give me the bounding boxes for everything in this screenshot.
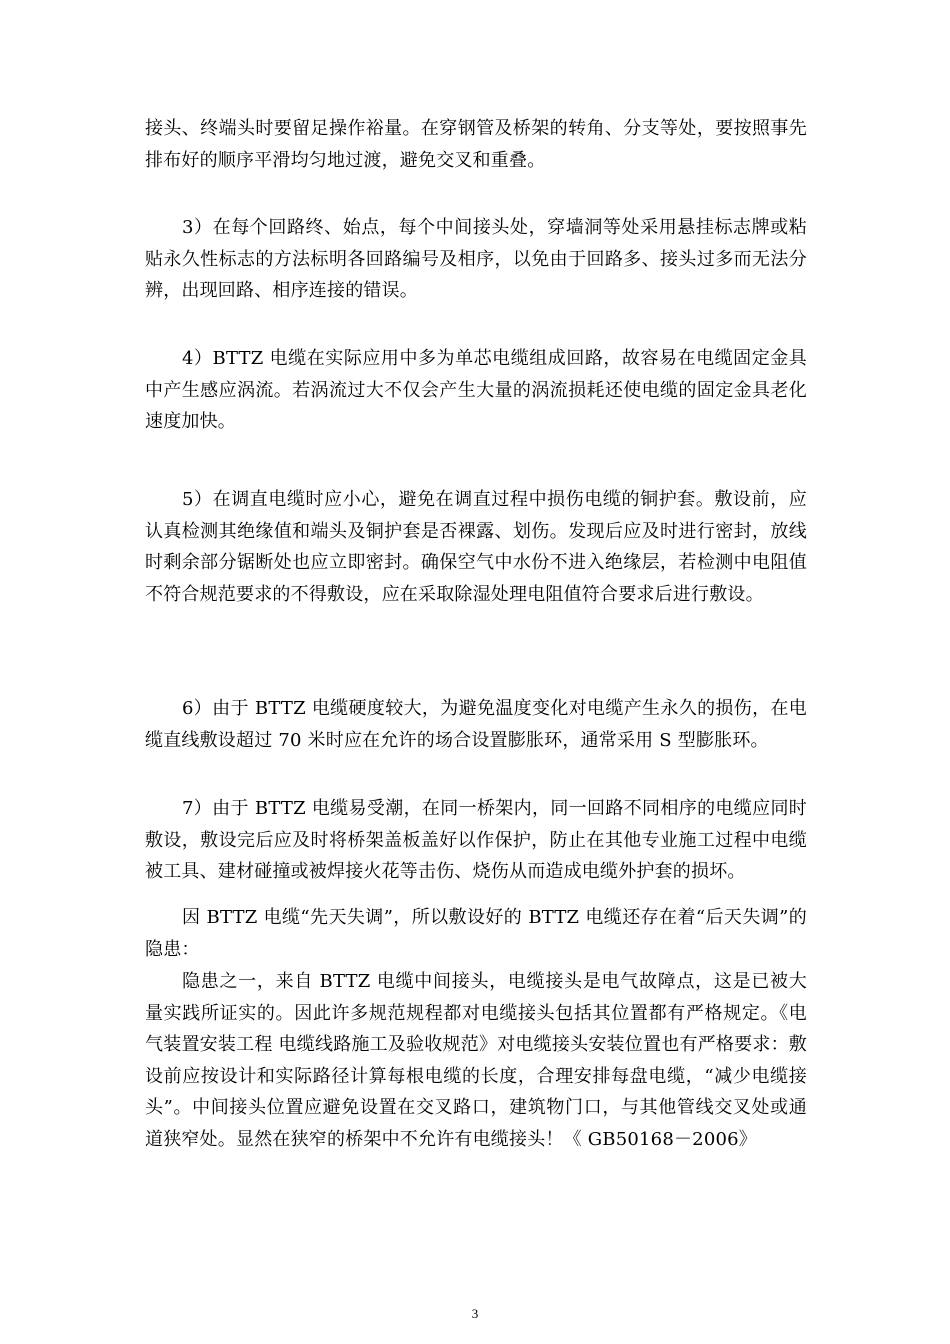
paragraph-item-7: 7）由于 BTTZ 电缆易受潮，在同一桥架内，同一回路不同相序的电缆应同时敷设，敷设完后应及时将桥架盖板盖好以作保护，防止在其他专业施工过程中电缆被工具、建材碰撞或被焊接火花等击伤、烧伤从而造成电缆外护套的损坏。 [145,798,807,882]
paragraph-hidden-danger-one: 隐患之一，来自 BTTZ 电缆中间接头，电缆接头是电气故障点，这是已被大量实践所证实的。因此许多规范规程都对电缆接头包括其位置都有严格规定。《电气装置安装工程 电缆线路施工及验收规范》对电缆接头安装位置也有严格要求：敷设前应按设计和实际路径计算每根电缆的长度，合理安排每盘电缆，“减少电缆接头”。中间接头位置应避免设置在交叉路口，建筑物门口，与其他管线交叉处或通道狭窄处。显然在狭窄的桥架中不允许有电缆接头！《 GB50168－2006》 [145,971,807,1150]
paragraph-continuation: 接头、终端头时要留足操作裕量。在穿钢管及桥架的转角、分支等处，要按照事先排布好的顺序平滑均匀地过渡，避免交叉和重叠。 [145,118,807,171]
paragraph-item-3: 3）在每个回路终、始点，每个中间接头处，穿墙洞等处采用悬挂标志牌或粘贴永久性标志的方法标明各回路编号及相序，以免由于回路多、接头过多而无法分辨，出现回路、相序连接的错误。 [145,217,807,301]
paragraph-item-5: 5）在调直电缆时应小心，避免在调直过程中损伤电缆的铜护套。敷设前，应认真检测其绝缘值和端头及铜护套是否裸露、划伤。发现后应及时进行密封，放线时剩余部分锯断处也应立即密封。确保空气中水份不进入绝缘层，若检测中电阻值不符合规范要求的不得敷设，应在采取除湿处理电阻值符合要求后进行敷设。 [145,489,807,605]
paragraph-hidden-dangers-intro: 因 BTTZ 电缆“先天失调”，所以敷设好的 BTTZ 电缆还存在着“后天失调”的隐患： [145,907,807,960]
page-number: 3 [471,1306,479,1321]
paragraph-item-4: 4）BTTZ 电缆在实际应用中多为单芯电缆组成回路，故容易在电缆固定金具中产生感应涡流。若涡流过大不仅会产生大量的涡流损耗还使电缆的固定金具老化速度加快。 [145,348,807,432]
paragraph-item-6: 6）由于 BTTZ 电缆硬度较大，为避免温度变化对电缆产生永久的损伤，在电缆直线敷设超过 70 米时应在允许的场合设置膨胀环，通常采用 S 型膨胀环。 [145,698,807,751]
